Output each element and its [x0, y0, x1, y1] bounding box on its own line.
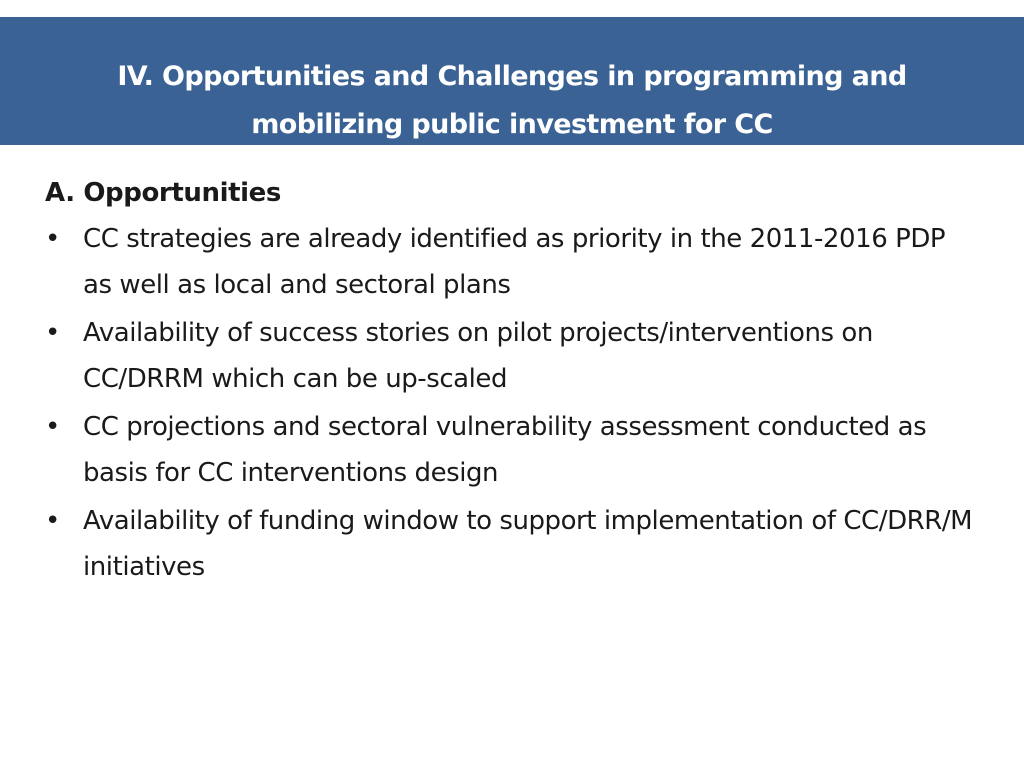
- title-bar: [0, 17, 1024, 145]
- bullet-text: CC projections and sectoral vulnerability assessment conducted as basis for CC interventions design: [83, 412, 927, 488]
- section-heading: A. Opportunities: [45, 178, 281, 208]
- bullet-text: Availability of success stories on pilot projects/interventions on CC/DRRM which can be up-scaled: [83, 318, 873, 394]
- bullet-item: [45, 216, 980, 308]
- slide-title-line-2: mobilizing public investment for CC: [251, 109, 773, 140]
- bullet-item: [45, 498, 980, 590]
- slide-title: [40, 53, 984, 149]
- bullet-text: Availability of funding window to support implementation of CC/DRR/M initiatives: [83, 506, 973, 582]
- bullet-icon: •: [45, 412, 60, 442]
- bullet-icon: •: [45, 224, 60, 254]
- bullet-item: [45, 404, 980, 496]
- bullet-list: [45, 216, 980, 590]
- bullet-text: CC strategies are already identified as priority in the 2011-2016 PDP as well as local and sectoral plans: [83, 224, 946, 300]
- bullet-icon: •: [45, 318, 60, 348]
- bullet-item: [45, 310, 980, 402]
- slide-body: [45, 170, 980, 592]
- slide-title-line-1: IV. Opportunities and Challenges in programming and: [117, 61, 907, 92]
- bullet-icon: •: [45, 506, 60, 536]
